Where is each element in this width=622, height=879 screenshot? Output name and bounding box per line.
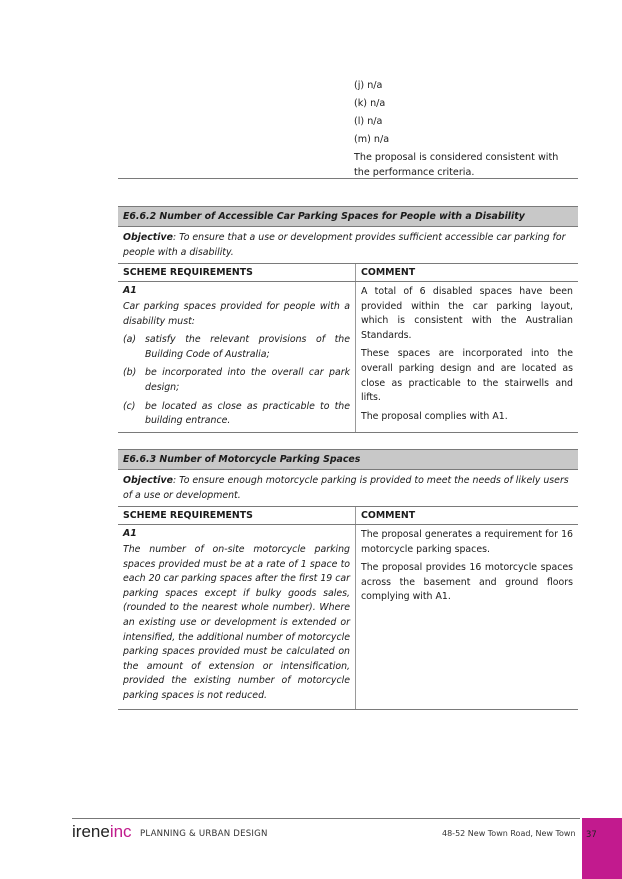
requirement-cell [118, 525, 356, 710]
requirement-code: A1 [123, 528, 137, 539]
page-number-tab [582, 818, 622, 879]
column-header-comment: COMMENT [356, 507, 579, 525]
continuation-block [354, 77, 576, 180]
objective [118, 470, 578, 507]
requirement-code: A1 [123, 285, 137, 296]
list-item [123, 366, 350, 395]
divider [118, 178, 578, 179]
column-header-comment: COMMENT [356, 264, 579, 282]
comment-cell [356, 525, 579, 710]
requirement-intro: Car parking spaces provided for people with a disability must: [123, 301, 350, 327]
objective-label: Objective [123, 475, 173, 486]
requirement-text: The number of on-site motorcycle parking spaces provided must be at a rate of 1 space to each 20 car parking spaces after the first 19 car parking spaces except if bulky goods sales, (rounded to the nearest whole number). Where an existing use or development is extended or intensified, the additional number of motorcycle parking spaces provided must be calculated on the amount of extension or intensification, provided the existing number of motorcycle parking spaces is not reduced. [123, 544, 351, 701]
requirement-cell [118, 282, 356, 433]
list-label: (c) [123, 400, 136, 412]
comment-paragraph: The proposal complies with A1. [361, 410, 508, 422]
conclusion-text: The proposal is considered consistent with the performance criteria. [354, 152, 559, 178]
comment-cell [356, 282, 579, 433]
column-header-requirements: SCHEME REQUIREMENTS [118, 507, 356, 525]
column-header-requirements: SCHEME REQUIREMENTS [118, 264, 356, 282]
brand-subtitle: PLANNING & URBAN DESIGN [140, 829, 268, 839]
comment-paragraph: These spaces are incorporated into the overall parking design and are located as close as practicable to the stairwells and lifts. [361, 348, 573, 404]
requirements-table-accessible-parking [118, 206, 578, 433]
brand-logo [72, 822, 132, 842]
list-item: (m) n/a [354, 134, 390, 145]
list-item: (l) n/a [354, 116, 383, 127]
comment-paragraph: A total of 6 disabled spaces have been provided within the car parking layout, which is consistent with the Australian Standards. [361, 286, 573, 341]
list-text: be located as close as practicable to the building entrance. [145, 400, 350, 427]
list-item: (k) n/a [354, 98, 386, 109]
section-heading: E6.6.3 Number of Motorcycle Parking Spaces [118, 450, 578, 470]
footer-address: 48-52 New Town Road, New Town [442, 829, 576, 838]
list-item: (j) n/a [354, 80, 383, 91]
comment-paragraph: The proposal provides 16 motorcycle spaces across the basement and ground floors complying with A1. [361, 562, 573, 603]
requirements-table-motorcycle-parking [118, 449, 578, 710]
objective-text: : To ensure that a use or development provides sufficient accessible car parking for people with a disability. [123, 232, 566, 258]
comment-paragraph: The proposal generates a requirement for 16 motorcycle parking spaces. [361, 529, 573, 555]
objective [118, 227, 578, 264]
footer-divider [72, 818, 580, 819]
list-label: (a) [123, 334, 137, 346]
brand-accent: inc [109, 822, 132, 841]
page-number: 37 [586, 829, 597, 839]
list-label: (b) [123, 367, 137, 379]
brand-main: irene [72, 822, 110, 841]
list-item [123, 400, 350, 429]
list-text: satisfy the relevant provisions of the Building Code of Australia; [145, 334, 350, 360]
list-text: be incorporated into the overall car park design; [145, 367, 350, 393]
list-item [123, 333, 350, 362]
objective-label: Objective [123, 232, 173, 243]
section-heading: E6.6.2 Number of Accessible Car Parking Spaces for People with a Disability [118, 207, 578, 227]
objective-text: : To ensure enough motorcycle parking is provided to meet the needs of likely users of a use or development. [123, 475, 569, 501]
